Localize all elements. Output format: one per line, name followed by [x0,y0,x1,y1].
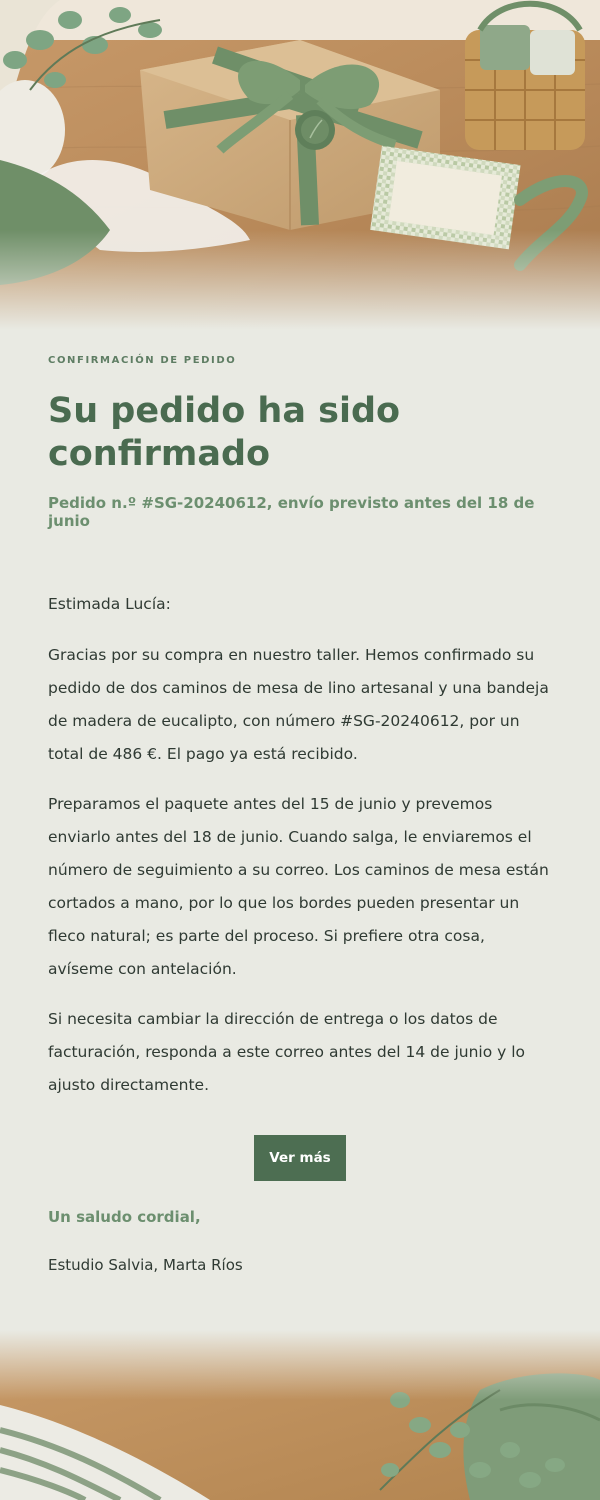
see-more-button[interactable]: Ver más [254,1135,346,1181]
hero-image [0,0,600,330]
email-body [48,588,553,1102]
email-content [48,355,553,1119]
order-summary: Pedido n.º #SG-20240612, envío previsto antes del 18 de junio [48,494,535,530]
body-paragraph: Si necesita cambiar la dirección de entrega o los datos de facturación, responda a este correo antes del 14 de junio y lo ajusto directamente. [48,1010,526,1094]
closing: Un saludo cordial, [48,1208,201,1226]
signature: Estudio Salvia, Marta Ríos [48,1256,243,1274]
cta-container [254,1135,346,1181]
body-paragraph: Gracias por su compra en nuestro taller. Hemos confirmado su pedido de dos caminos de mesa de lino artesanal y una bandeja de madera de eucalipto, con número #SG-20240612, por un total de 486 €. El pago ya está recibido. [48,646,549,763]
body-paragraph: Preparamos el paquete antes del 15 de junio y prevemos enviarlo antes del 18 de junio. Cuando salga, le enviaremos el número de seguimiento a su correo. Los caminos de mesa están cortados a mano, por lo que los bordes pueden presentar un fleco natural; es parte del proceso. Si prefiere otra cosa, avíseme con antelación. [48,795,549,978]
greeting: Estimada Lucía: [48,595,171,613]
eyebrow-label: CONFIRMACIÓN DE PEDIDO [48,355,237,366]
page-title: Su pedido ha sido confirmado [48,391,401,474]
footer-image [0,1330,600,1500]
